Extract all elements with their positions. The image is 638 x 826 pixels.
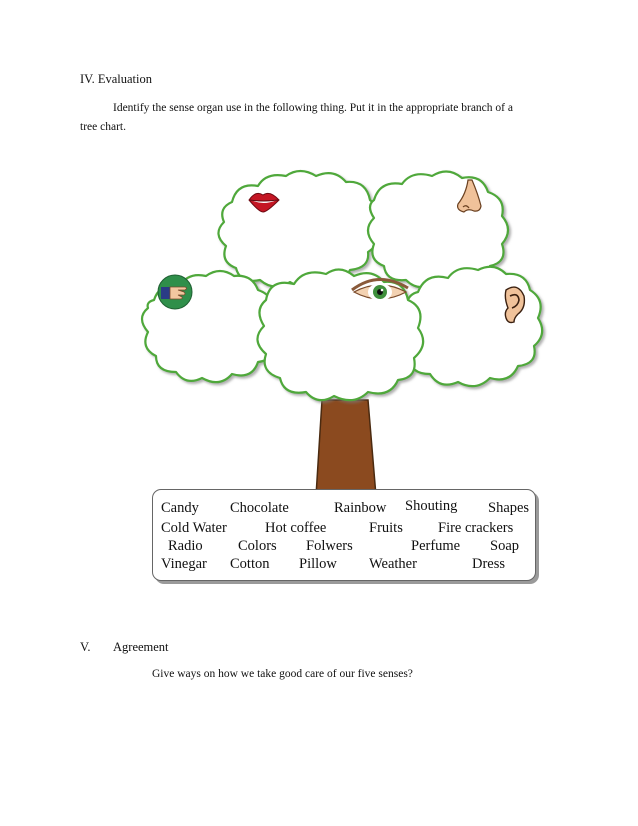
word-list-box — [152, 489, 536, 581]
cloud-branch-top-left — [218, 171, 378, 287]
word-item: Shapes — [488, 500, 530, 516]
word-item: Cotton — [230, 556, 270, 572]
evaluation-instruction-line1: Identify the sense organ use in the following thing. Put it in the appropriate branch of a — [113, 102, 513, 114]
word-item: Dress — [472, 556, 506, 572]
hand-icon — [158, 275, 192, 309]
agreement-question: Give ways on how we take good care of our five senses? — [152, 668, 413, 680]
word-item: Radio — [168, 538, 203, 554]
word-item: Fruits — [369, 520, 403, 536]
word-item: Vinegar — [161, 556, 207, 572]
evaluation-instruction-line2: tree chart. — [80, 121, 126, 133]
word-item: Perfume — [411, 538, 461, 554]
tree-chart-figure — [136, 168, 550, 498]
agreement-heading-number: V. — [80, 640, 91, 654]
word-item: Weather — [369, 556, 417, 572]
agreement-heading-label: Agreement — [113, 640, 169, 654]
word-item: Cold Water — [161, 520, 227, 536]
word-item: Rainbow — [334, 500, 387, 516]
word-item: Chocolate — [230, 500, 289, 516]
word-item: Hot coffee — [265, 520, 327, 536]
tree-trunk — [316, 400, 376, 496]
word-item: Fire crackers — [438, 520, 514, 536]
word-item: Candy — [161, 500, 199, 516]
word-item: Folwers — [306, 538, 353, 554]
word-item: Colors — [238, 538, 277, 554]
word-item: Pillow — [299, 556, 337, 572]
word-item: Soap — [490, 538, 519, 554]
evaluation-heading: IV. Evaluation — [80, 72, 152, 86]
word-item: Shouting — [405, 498, 458, 514]
